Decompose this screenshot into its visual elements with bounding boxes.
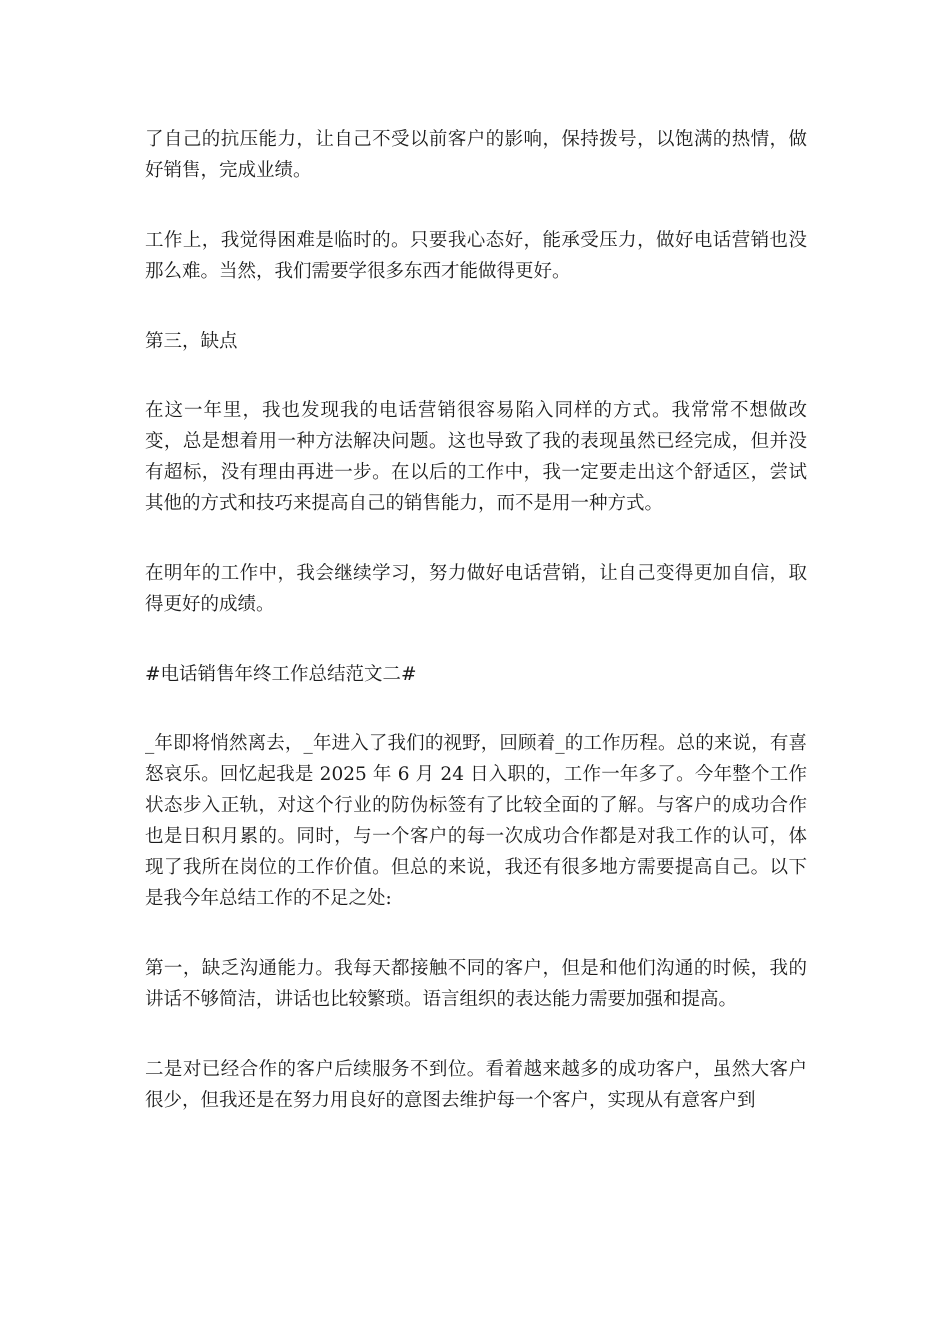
document-body xyxy=(145,124,807,1155)
paragraph-year-review: _年即将悄然离去，_年进入了我们的视野，回顾着_的工作历程。总的来说，有喜怒哀乐。回忆起我是 2025 年 6 月 24 日入职的，工作一年多了。今年整个工作状态步入正轨，对这个行业的防伪标签有了比较全面的了解。与客户的成功合作也是日积月累的。同时，与一个客户的每一次成功合作都是对我工作的认可，体现了我所在岗位的工作价值。但总的来说，我还有很多地方需要提高自己。以下是我今年总结工作的不足之处: xyxy=(145,733,807,909)
paragraph-communication: 第一，缺乏沟通能力。我每天都接触不同的客户，但是和他们沟通的时候，我的讲话不够简洁，讲话也比较繁琐。语言组织的表达能力需要加强和提高。 xyxy=(145,958,807,1010)
paragraph-follow-up-service: 二是对已经合作的客户后续服务不到位。看着越来越多的成功客户，虽然大客户很少，但我还是在努力用良好的意图去维护每一个客户，实现从有意客户到 xyxy=(145,1059,807,1111)
section-heading-sample-two: #电话销售年终工作总结范文二# xyxy=(145,664,417,685)
paragraph-next-year: 在明年的工作中，我会继续学习，努力做好电话营销，让自己变得更加自信，取得更好的成绩。 xyxy=(145,563,807,615)
section-heading-shortcomings: 第三，缺点 xyxy=(145,331,238,352)
paragraph-difficulties: 工作上，我觉得困难是临时的。只要我心态好，能承受压力，做好电话营销也没那么难。当然，我们需要学很多东西才能做得更好。 xyxy=(145,230,807,282)
paragraph-shortcomings: 在这一年里，我也发现我的电话营销很容易陷入同样的方式。我常常不想做改变，总是想着用一种方法解决问题。这也导致了我的表现虽然已经完成，但并没有超标，没有理由再进一步。在以后的工作中，我一定要走出这个舒适区，尝试其他的方式和技巧来提高自己的销售能力，而不是用一种方式。 xyxy=(145,400,807,514)
paragraph-pressure-resistance: 了自己的抗压能力，让自己不受以前客户的影响，保持拨号，以饱满的热情，做好销售，完成业绩。 xyxy=(145,129,807,181)
